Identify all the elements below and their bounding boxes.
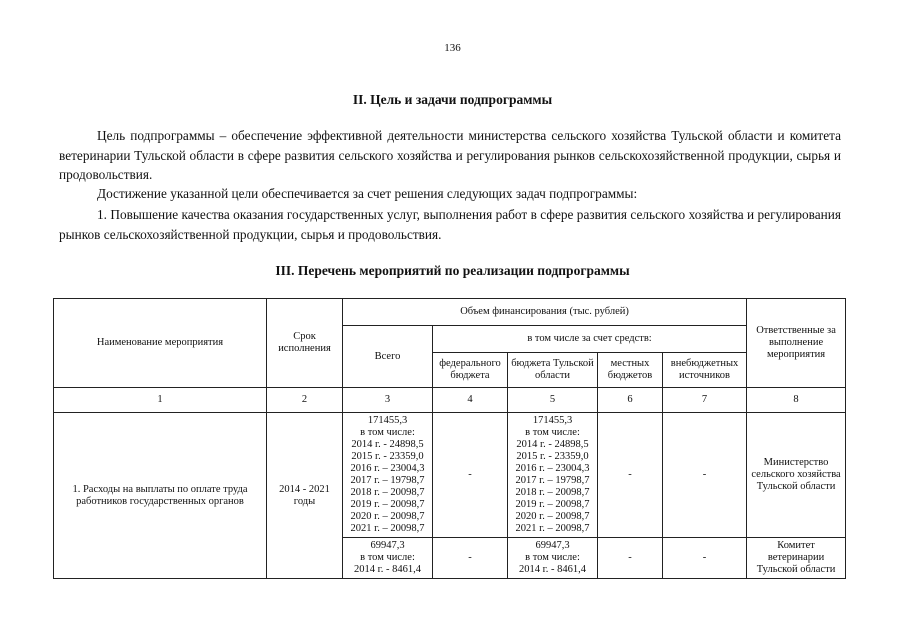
extrabudget-amount-committee: -	[663, 538, 747, 579]
column-number: 3	[343, 388, 433, 413]
column-number: 6	[598, 388, 663, 413]
column-number: 5	[508, 388, 598, 413]
column-number: 2	[267, 388, 343, 413]
page-number: 136	[444, 42, 461, 54]
responsible-committee: Комитет ветеринарии Тульской области	[747, 538, 846, 579]
column-number: 8	[747, 388, 846, 413]
header-local: местных бюджетов	[598, 353, 663, 388]
measure-term: 2014 - 2021 годы	[267, 413, 343, 579]
column-number: 7	[663, 388, 747, 413]
section-title-measures: III. Перечень мероприятий по реализации подпрограммы	[275, 263, 630, 278]
tasks-intro-paragraph: Достижение указанной цели обеспечивается за счет решения следующих задач подпрограммы:	[97, 186, 638, 201]
column-number: 1	[54, 388, 267, 413]
regional-amount-ministry: 171455,3 в том числе: 2014 г. - 24898,5 2015 г. - 23359,0 2016 г. – 23004,3 2017 г. – 19798,7 2018 г. – 20098,7 2019 г. – 20098,7 2020 г. – 20098,7 2021 г. – 20098,7	[508, 413, 598, 538]
header-total: Всего	[343, 326, 433, 388]
extrabudget-amount-ministry: -	[663, 413, 747, 538]
goal-paragraph: Цель подпрограммы – обеспечение эффективной деятельности министерства сельского хозяйства Тульской области и комитета ветеринарии Тульской области в сфере развития сельского хозяйства и регулирования рынков сельскохозяйственной продукции, сырья и продовольствия.	[59, 128, 841, 182]
measure-name: 1. Расходы на выплаты по оплате труда работников государственных органов	[54, 413, 267, 579]
federal-amount-committee: -	[433, 538, 508, 579]
header-name: Наименование мероприятия	[54, 299, 267, 388]
header-responsible: Ответственные за выполнение мероприятия	[747, 299, 846, 388]
regional-amount-committee: 69947,3 в том числе: 2014 г. - 8461,4	[508, 538, 598, 579]
measures-table	[53, 298, 846, 579]
task-1-paragraph: 1. Повышение качества оказания государственных услуг, выполнения работ в сфере развития сельского хозяйства и регулирования рынков сельскохозяйственной продукции, сырья и продовольствия.	[59, 207, 841, 242]
header-term: Срок исполнения	[267, 299, 343, 388]
responsible-ministry: Министерство сельского хозяйства Тульской области	[747, 413, 846, 538]
federal-amount-ministry: -	[433, 413, 508, 538]
local-amount-committee: -	[598, 538, 663, 579]
total-amount-committee: 69947,3 в том числе: 2014 г. - 8461,4	[343, 538, 433, 579]
header-regional: бюджета Тульской области	[508, 353, 598, 388]
section-title-goals: II. Цель и задачи подпрограммы	[352, 92, 553, 107]
local-amount-ministry: -	[598, 413, 663, 538]
header-extrabudget: внебюджетных источников	[663, 353, 747, 388]
total-amount-ministry: 171455,3 в том числе: 2014 г. - 24898,5 2015 г. - 23359,0 2016 г. – 23004,3 2017 г. – 19798,7 2018 г. – 20098,7 2019 г. – 20098,7 2020 г. – 20098,7 2021 г. – 20098,7	[343, 413, 433, 538]
table-row	[54, 413, 846, 538]
column-number: 4	[433, 388, 508, 413]
header-funding: Объем финансирования (тыс. рублей)	[343, 299, 747, 326]
header-federal: федерального бюджета	[433, 353, 508, 388]
header-including: в том числе за счет средств:	[433, 326, 747, 353]
